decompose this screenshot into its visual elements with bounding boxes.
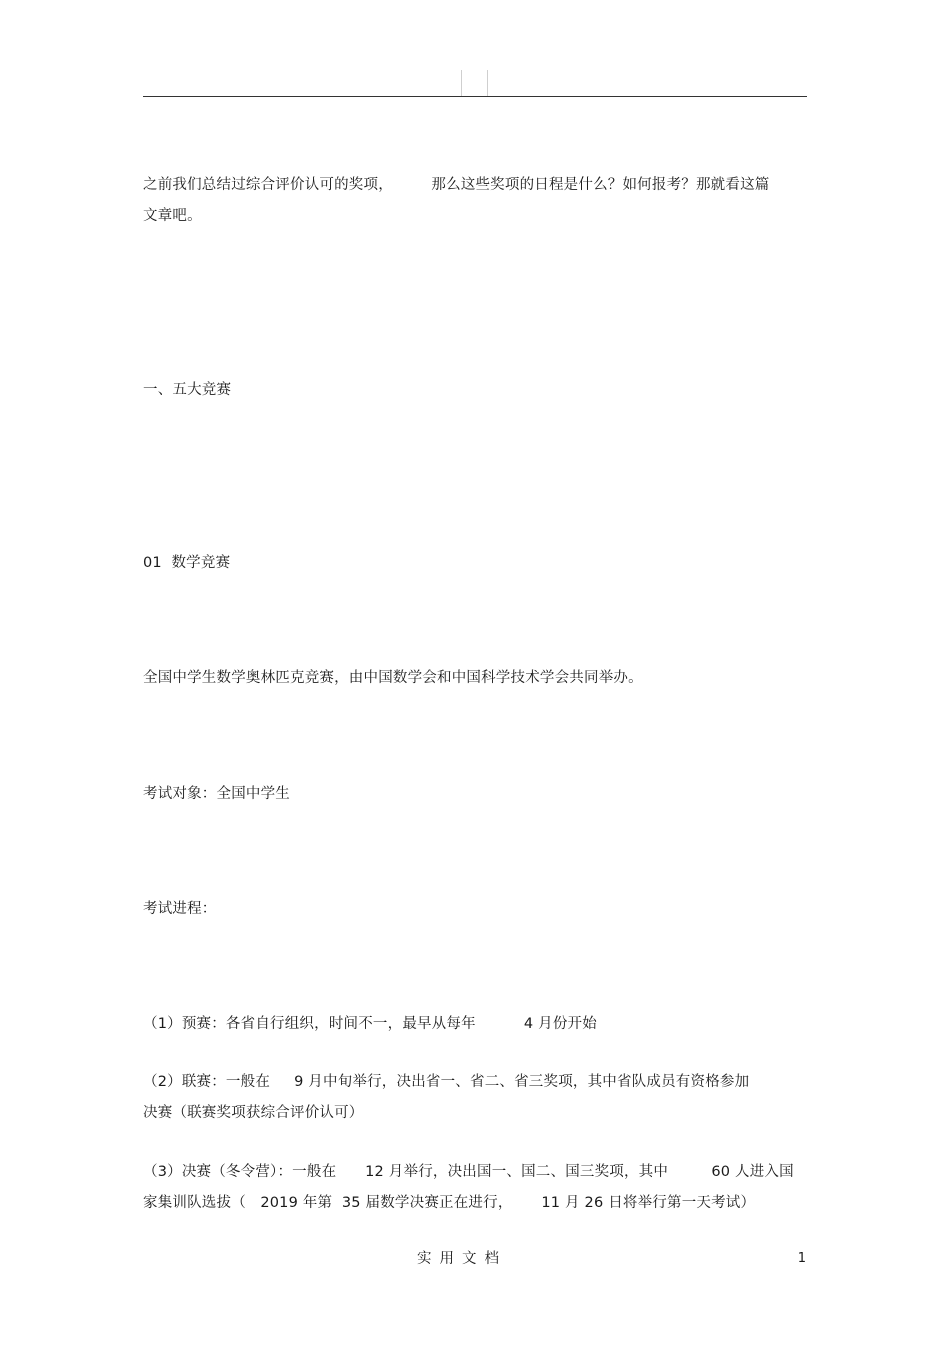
exam-process-label: 考试进程： [143,901,217,917]
subsection-heading: 01 数学竞赛 [143,555,231,571]
step-1-preliminary: （1）预赛：各省自行组织，时间不一，最早从每年 4 月份开始 [143,1016,597,1032]
intro-line-2: 文章吧。 [143,208,202,224]
step-3-final-line-1: （3）决赛（冬令营）：一般在 12 月举行，决出国一、国二、国三奖项，其中 60 人进入国 [143,1164,794,1180]
page-number: 1 [797,1251,806,1266]
header-rule [143,96,807,97]
competition-description: 全国中学生数学奥林匹克竞赛，由中国数学会和中国科学技术学会共同举办。 [143,670,643,686]
step-2-league-line-2: 决赛（联赛奖项获综合评价认可） [143,1105,364,1121]
section-heading: 一、五大竞赛 [143,382,232,398]
step-2-league-line-1: （2）联赛：一般在 9 月中旬举行，决出省一、省二、省三奖项，其中省队成员有资格参加 [143,1074,750,1090]
step-3-final-line-2: 家集训队选拔（ 2019 年第 35 届数学决赛正在进行， 11 月 26 日将举行第一天考试） [143,1195,756,1211]
header-mark-left [461,70,462,96]
footer-label: 实用文档 [417,1251,507,1267]
exam-target: 考试对象：全国中学生 [143,786,290,802]
intro-line-1: 之前我们总结过综合评价认可的奖项， 那么这些奖项的日程是什么？如何报考？那就看这篇 [143,177,770,193]
header-mark-right [487,70,488,96]
